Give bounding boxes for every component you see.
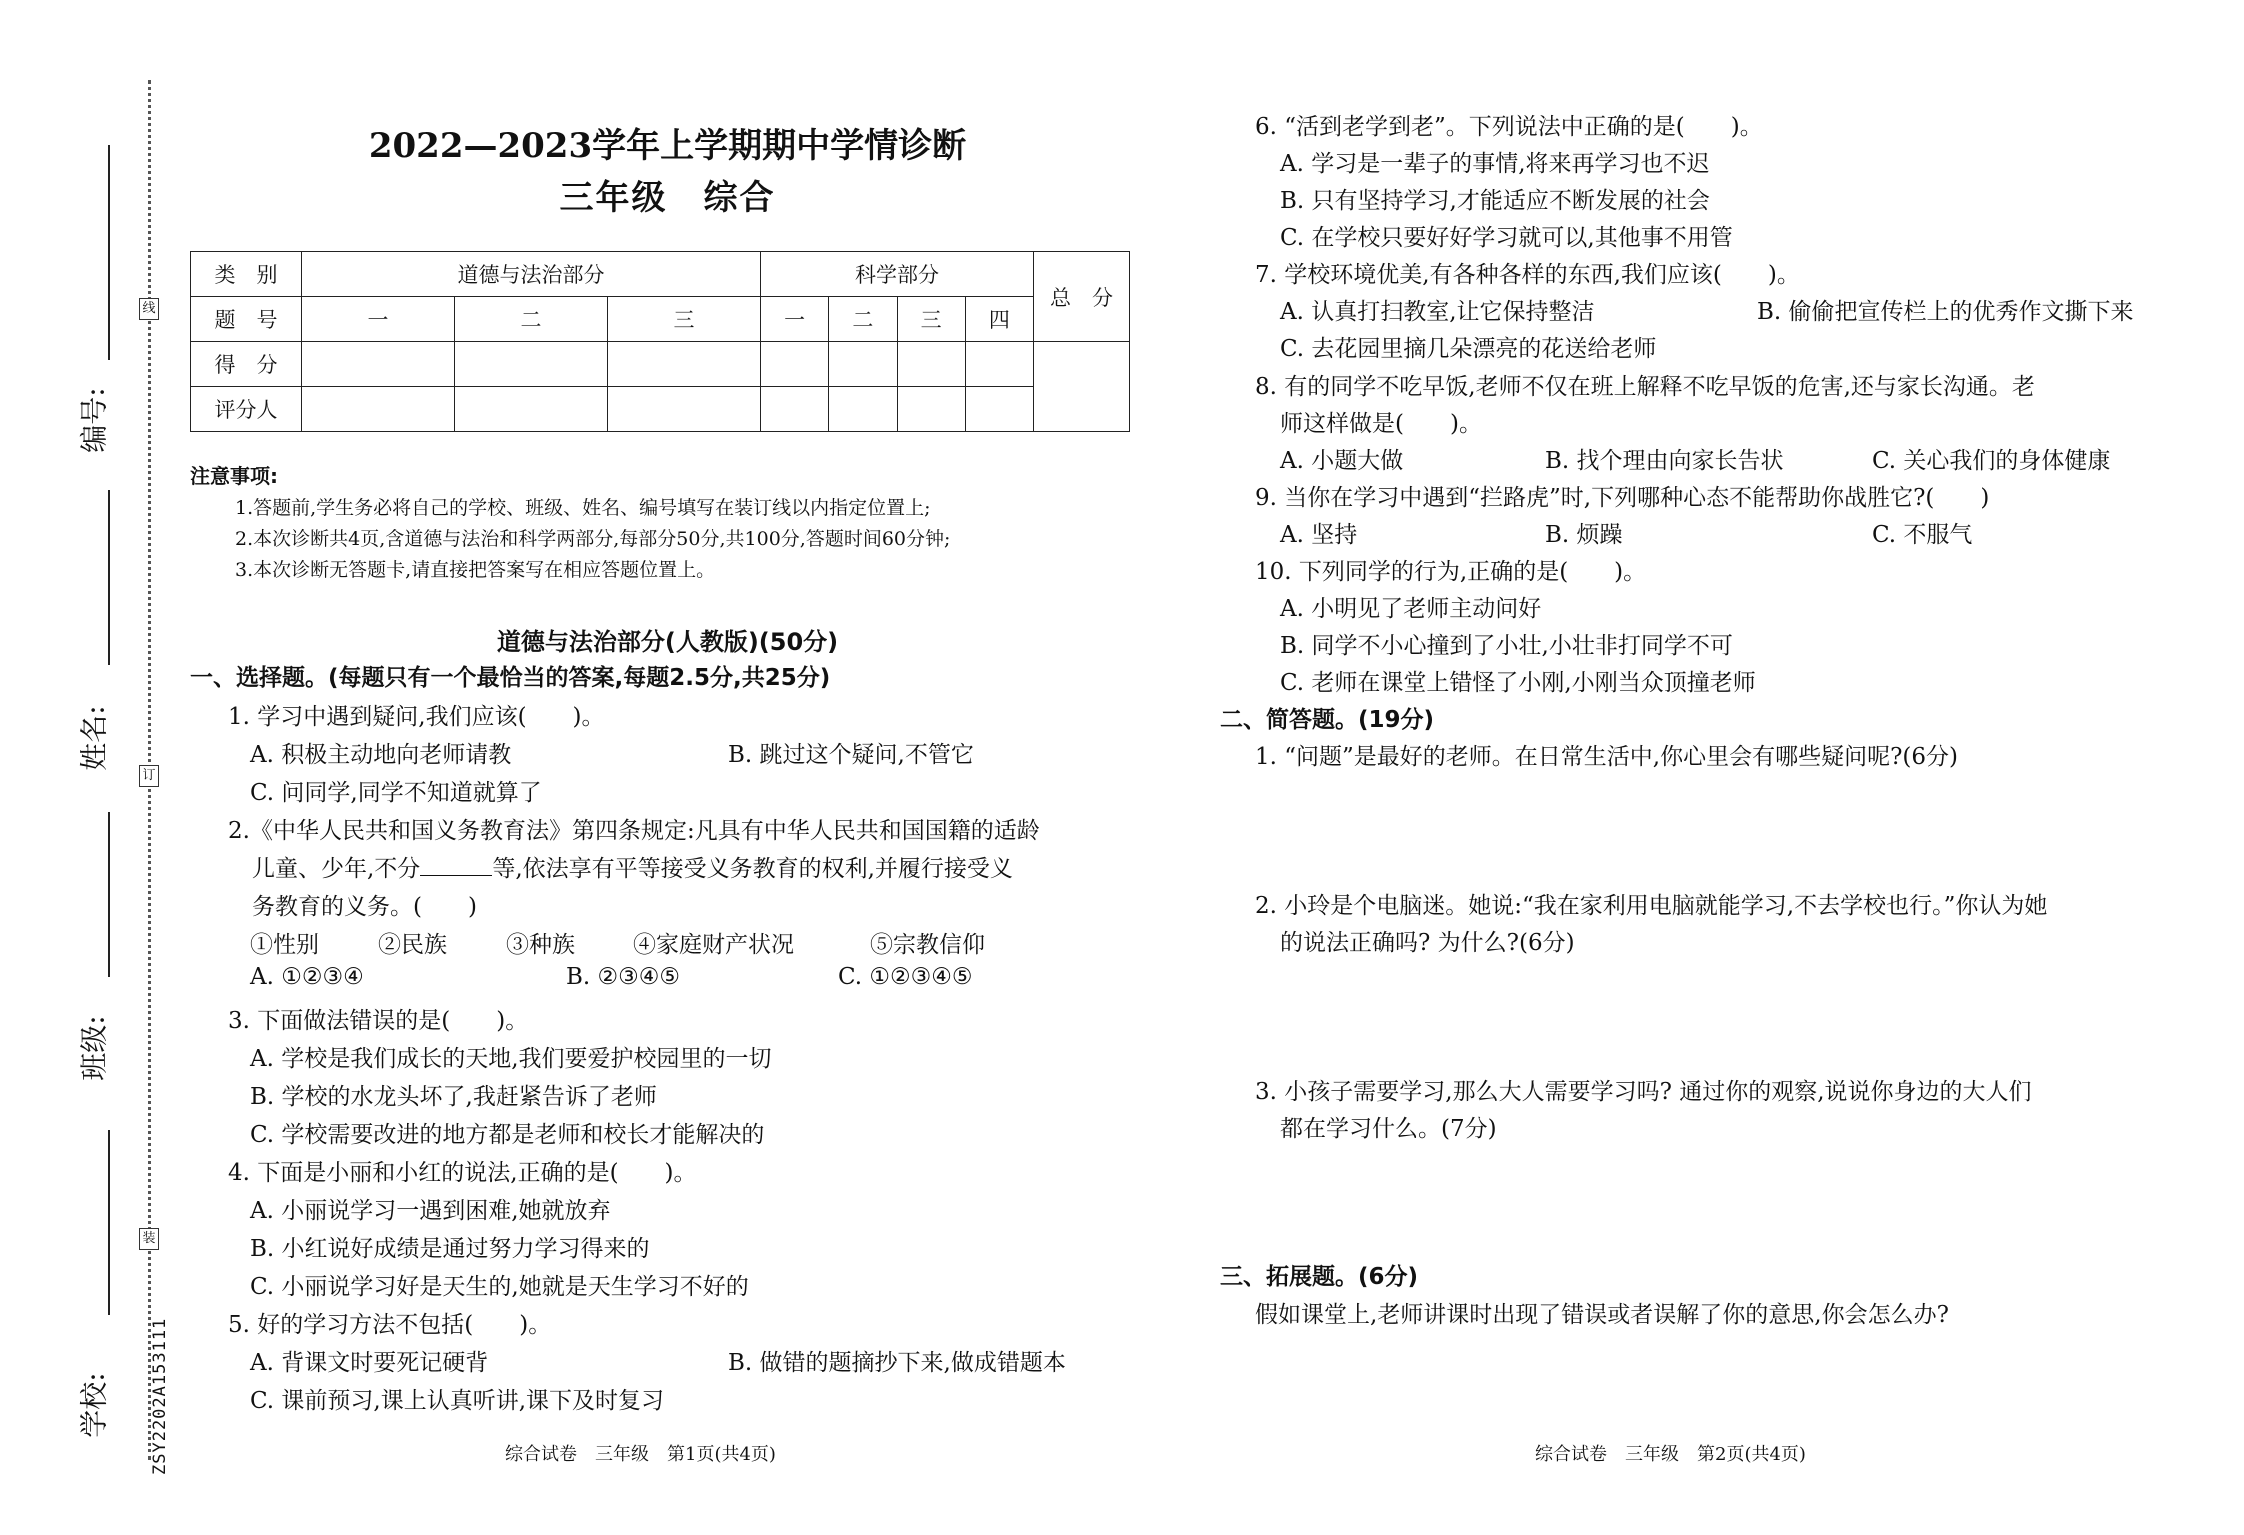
q8-option-a: A. 小题大做 [1280, 448, 1404, 474]
q10-option-c: C. 老师在课堂上错怪了小刚,小刚当众顶撞老师 [1280, 670, 1756, 696]
school-line [108, 1130, 110, 1315]
q3-option-c: C. 学校需要改进的地方都是老师和校长才能解决的 [250, 1122, 765, 1148]
moral-num: 二 [455, 297, 608, 342]
question-3: 3. 下面做法错误的是( )。 [228, 1008, 529, 1034]
extension-question: 假如课堂上,老师讲课时出现了错误或者误解了你的意思,你会怎么办? [1255, 1302, 1949, 1328]
q9-option-a: A. 坚持 [1280, 522, 1358, 548]
q4-option-c: C. 小丽说学习好是天生的,她就是天生学习不好的 [250, 1274, 749, 1300]
q1-option-c: C. 问同学,同学不知道就算了 [250, 780, 542, 806]
score-cell[interactable] [829, 342, 897, 387]
q7-option-a: A. 认真打扫教室,让它保持整洁 [1280, 299, 1595, 325]
question-5: 5. 好的学习方法不包括( )。 [228, 1312, 552, 1338]
q3-option-a: A. 学校是我们成长的天地,我们要爱护校园里的一切 [250, 1046, 772, 1072]
q2-item: ②民族 [378, 932, 447, 958]
q7-option-c: C. 去花园里摘几朵漂亮的花送给老师 [1280, 336, 1657, 362]
q7-option-b: B. 偷偷把宣传栏上的优秀作文撕下来 [1757, 299, 2134, 325]
q8-option-c: C. 关心我们的身体健康 [1872, 448, 2111, 474]
exam-subtitle: 三年级 综合 [559, 178, 776, 218]
install-mark: 装 [139, 1228, 159, 1250]
answer-area-2[interactable] [1255, 965, 2155, 1065]
total-score-cell[interactable] [1034, 342, 1130, 432]
grader-cell[interactable] [897, 387, 965, 432]
notes-heading: 注意事项: [190, 464, 278, 488]
short-answer-2-line2: 的说法正确吗? 为什么?(6分) [1280, 930, 1575, 956]
question-8-line1: 8. 有的同学不吃早饭,老师不仅在班上解释不吃早饭的危害,还与家长沟通。老 [1255, 374, 2035, 400]
q10-option-a: A. 小明见了老师主动问好 [1280, 596, 1542, 622]
moral-section-title: 道德与法治部分(人教版)(50分) [496, 628, 839, 656]
question-row-label: 题 号 [191, 297, 302, 342]
q9-option-c: C. 不服气 [1872, 522, 1973, 548]
moral-num: 三 [608, 297, 761, 342]
q8-option-b: B. 找个理由向家长告状 [1545, 448, 1784, 474]
page-1-footer: 综合试卷 三年级 第1页(共4页) [505, 1444, 776, 1465]
score-row-label: 得 分 [191, 342, 302, 387]
question-2-line1: 2.《中华人民共和国义务教育法》第四条规定:凡具有中华人民共和国国籍的适龄 [228, 818, 1040, 844]
grader-cell[interactable] [455, 387, 608, 432]
score-cell[interactable] [302, 342, 455, 387]
score-cell[interactable] [608, 342, 761, 387]
note-item: 3.本次诊断无答题卡,请直接把答案写在相应答题位置上。 [235, 559, 716, 581]
q6-option-a: A. 学习是一辈子的事情,将来再学习也不迟 [1280, 151, 1710, 177]
moral-part-header: 道德与法治部分 [302, 252, 761, 297]
q5-option-a: A. 背课文时要死记硬背 [250, 1350, 489, 1376]
exam-title: 2022—2023学年上学期期中学情诊断 [368, 126, 967, 166]
name-line [108, 490, 110, 665]
question-1: 1. 学习中遇到疑问,我们应该( )。 [228, 704, 605, 730]
question-6: 6. “活到老学到老”。下列说法中正确的是( )。 [1255, 114, 1763, 140]
grader-cell[interactable] [829, 387, 897, 432]
note-item: 2.本次诊断共4页,含道德与法治和科学两部分,每部分50分,共100分,答题时间60分钟; [235, 528, 951, 550]
number-line [108, 145, 110, 360]
q2-item: ①性别 [250, 932, 319, 958]
total-header: 总 分 [1034, 252, 1130, 342]
science-num: 二 [829, 297, 897, 342]
grader-cell[interactable] [761, 387, 829, 432]
q9-option-b: B. 烦躁 [1545, 522, 1623, 548]
class-label: 班级: [77, 1015, 111, 1081]
section-3-heading: 三、拓展题。(6分) [1220, 1264, 1419, 1290]
note-item: 1.答题前,学生务必将自己的学校、班级、姓名、编号填写在装订线以内指定位置上; [235, 497, 931, 519]
grader-row-label: 评分人 [191, 387, 302, 432]
q2-option-c: C. ①②③④⑤ [838, 964, 973, 990]
q2-item: ④家庭财产状况 [633, 932, 794, 958]
short-answer-3-line2: 都在学习什么。(7分) [1280, 1116, 1497, 1142]
science-num: 四 [965, 297, 1033, 342]
q1-option-a: A. 积极主动地向老师请教 [250, 742, 512, 768]
line-mark: 线 [139, 298, 159, 320]
q4-option-a: A. 小丽说学习一遇到困难,她就放弃 [250, 1198, 611, 1224]
q2-item: ③种族 [506, 932, 575, 958]
q3-option-b: B. 学校的水龙头坏了,我赶紧告诉了老师 [250, 1084, 657, 1110]
bind-mark: 订 [139, 765, 159, 787]
answer-area-3[interactable] [1255, 1150, 2155, 1250]
q2-option-a: A. ①②③④ [250, 964, 364, 990]
science-part-header: 科学部分 [761, 252, 1034, 297]
question-8-line2: 师这样做是( )。 [1280, 411, 1482, 437]
score-cell[interactable] [965, 342, 1033, 387]
question-7: 7. 学校环境优美,有各种各样的东西,我们应该( )。 [1255, 262, 1800, 288]
q2-item: ⑤宗教信仰 [870, 932, 985, 958]
moral-num: 一 [302, 297, 455, 342]
grader-cell[interactable] [302, 387, 455, 432]
short-answer-1: 1. “问题”是最好的老师。在日常生活中,你心里会有哪些疑问呢?(6分) [1255, 744, 1958, 770]
question-2-line3: 务教育的义务。( ) [252, 894, 477, 920]
fill-blank[interactable] [420, 853, 492, 876]
page-2-footer: 综合试卷 三年级 第2页(共4页) [1535, 1444, 1806, 1465]
grader-cell[interactable] [965, 387, 1033, 432]
section-2-heading: 二、简答题。(19分) [1220, 707, 1435, 733]
q5-option-c: C. 课前预习,课上认真听讲,课下及时复习 [250, 1388, 665, 1414]
paper-code: ZSY2202A153111 [150, 1317, 170, 1475]
number-label: 编号: [77, 387, 111, 453]
q4-option-b: B. 小红说好成绩是通过努力学习得来的 [250, 1236, 650, 1262]
science-num: 一 [761, 297, 829, 342]
school-label: 学校: [77, 1372, 111, 1438]
q5-option-b: B. 做错的题摘抄下来,做成错题本 [728, 1350, 1066, 1376]
answer-area-1[interactable] [1255, 775, 2155, 875]
q2-option-b: B. ②③④⑤ [566, 964, 681, 990]
question-9: 9. 当你在学习中遇到“拦路虎”时,下列哪种心态不能帮助你战胜它?( ) [1255, 485, 1990, 511]
score-cell[interactable] [897, 342, 965, 387]
score-table [190, 251, 1130, 432]
score-cell[interactable] [455, 342, 608, 387]
question-4: 4. 下面是小丽和小红的说法,正确的是( )。 [228, 1160, 697, 1186]
grader-cell[interactable] [608, 387, 761, 432]
score-cell[interactable] [761, 342, 829, 387]
short-answer-3-line1: 3. 小孩子需要学习,那么大人需要学习吗? 通过你的观察,说说你身边的大人们 [1255, 1079, 2032, 1105]
q10-option-b: B. 同学不小心撞到了小壮,小壮非打同学不可 [1280, 633, 1733, 659]
class-line [108, 812, 110, 977]
question-2-line2: 儿童、少年,不分 等,依法享有平等接受义务教育的权利,并履行接受义 [252, 850, 1013, 883]
q6-option-c: C. 在学校只要好好学习就可以,其他事不用管 [1280, 225, 1733, 251]
section-1-heading: 一、选择题。(每题只有一个最恰当的答案,每题2.5分,共25分) [190, 665, 831, 691]
question-10: 10. 下列同学的行为,正确的是( )。 [1255, 559, 1647, 585]
science-num: 三 [897, 297, 965, 342]
name-label: 姓名: [77, 705, 111, 771]
q6-option-b: B. 只有坚持学习,才能适应不断发展的社会 [1280, 188, 1710, 214]
short-answer-2-line1: 2. 小玲是个电脑迷。她说:“我在家利用电脑就能学习,不去学校也行。”你认为她 [1255, 893, 2048, 919]
answer-area-extension[interactable] [1255, 1335, 2155, 1415]
category-header: 类 别 [191, 252, 302, 297]
q1-option-b: B. 跳过这个疑问,不管它 [728, 742, 974, 768]
